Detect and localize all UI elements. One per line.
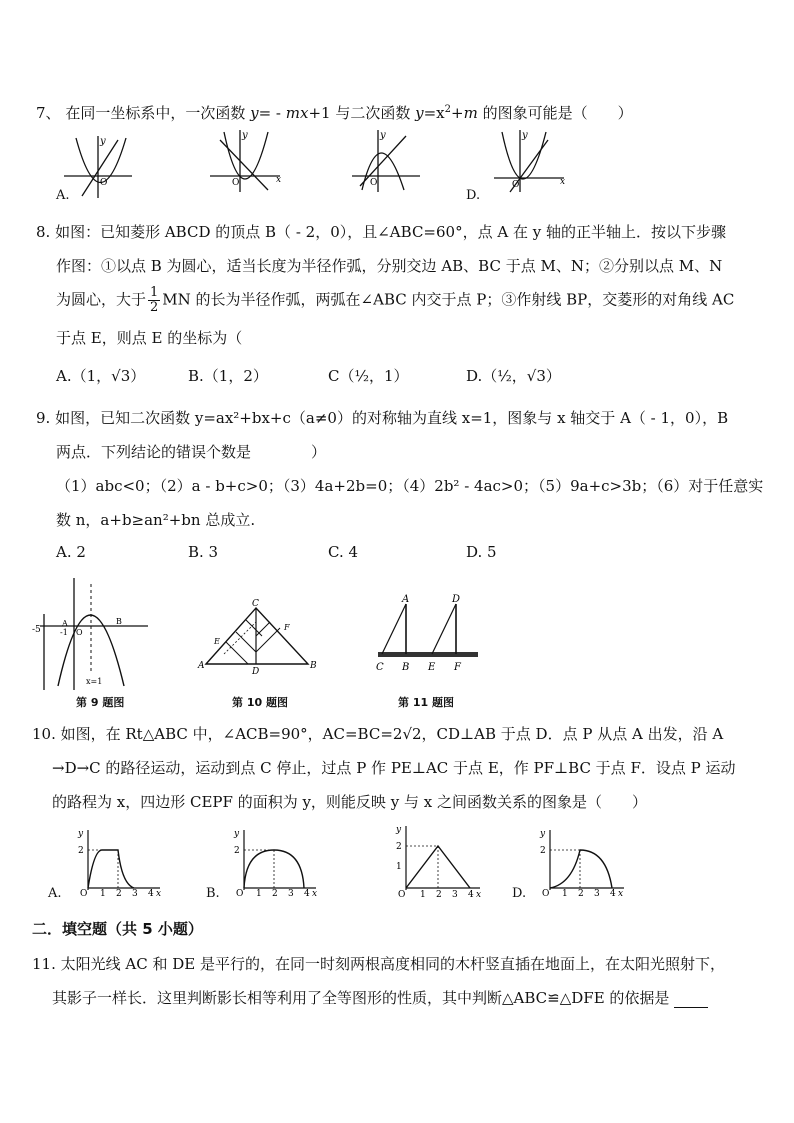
section-heading: 二．填空题（共 5 小题） bbox=[32, 920, 203, 938]
fig9-a-label: A bbox=[62, 619, 68, 628]
svg-text:x: x bbox=[560, 177, 566, 187]
tick-x: 2 bbox=[116, 889, 122, 899]
fig11-f-label: F bbox=[454, 662, 461, 673]
svg-text:O: O bbox=[512, 180, 520, 190]
q7-stem: 7、 在同一坐标系中，一次函数 y= - mx+1 与二次函数 $y=x^2+m$ 的图象可能是（ ） bbox=[36, 104, 633, 122]
fig11-c-label: C bbox=[376, 662, 384, 673]
q10-option-b[interactable]: B. bbox=[206, 886, 220, 901]
axis-y-label: y bbox=[78, 829, 84, 839]
tick-x: 1 bbox=[562, 889, 568, 899]
origin-label: O bbox=[80, 889, 88, 899]
axis-y-label: y bbox=[540, 829, 546, 839]
q9-option-d[interactable]: D. 5 bbox=[466, 543, 497, 561]
q9-line-1: 9. 如图，已知二次函数 y=ax²+bx+c（a≠0）的对称轴为直线 x=1，图象与 x 轴交于 A（ - 1，0），B bbox=[36, 409, 729, 427]
figure-10-svg bbox=[196, 596, 326, 676]
tick-y: 2 bbox=[78, 846, 84, 856]
q7-text: +1 与二次函数 bbox=[308, 104, 416, 122]
fig11-e-label: E bbox=[428, 662, 436, 673]
tick-y: 2 bbox=[540, 846, 546, 856]
q11-text: 其影子一样长．这里判断影长相等利用了全等图形的性质，其中判断△ABC≌△DFE 的依据是 bbox=[52, 989, 670, 1007]
axis-x-label: x bbox=[476, 890, 482, 900]
tick-x: 4 bbox=[610, 889, 616, 899]
fig10-a-label: A bbox=[198, 661, 205, 671]
q7-option-d[interactable]: D. bbox=[466, 188, 481, 203]
fig10-b-label: B bbox=[310, 661, 317, 671]
svg-text:O: O bbox=[232, 178, 240, 188]
origin-label: O bbox=[542, 889, 550, 899]
tick-x: 4 bbox=[148, 889, 154, 899]
tick-x: 1 bbox=[256, 889, 262, 899]
svg-text:y: y bbox=[522, 130, 528, 141]
axis-x-label: x bbox=[156, 889, 162, 899]
tick-x: 3 bbox=[594, 889, 600, 899]
q10-graph-b-svg bbox=[226, 826, 326, 899]
q8-text: 为圆心，大于 bbox=[56, 290, 147, 309]
tick-y: 1 bbox=[396, 862, 402, 872]
q7-text: 的图象可能是（ ） bbox=[477, 104, 633, 122]
q10-line-2: →D→C 的路径运动，运动到点 C 停止，过点 P 作 PE⊥AC 于点 E，作 PF⊥BC 于点 F．设点 P 运动 bbox=[52, 759, 736, 777]
fig10-f-label: F bbox=[284, 623, 290, 632]
fig9-axis-label: x=1 bbox=[86, 677, 103, 686]
fig10-d-label: D bbox=[252, 667, 260, 677]
fig11-a-label: A bbox=[402, 594, 410, 605]
svg-text:y: y bbox=[380, 130, 386, 141]
q9-line-4: 数 n，a+b≥an²+bn 总成立. bbox=[56, 511, 256, 529]
origin-label: O bbox=[236, 889, 244, 899]
q8-option-c[interactable]: C（½，1） bbox=[328, 367, 409, 385]
q7-graph-d bbox=[490, 126, 570, 200]
q10-line-1: 10. 如图，在 Rt△ABC 中，∠ACB=90°，AC=BC=2√2，CD⊥AB 于点 D．点 P 从点 A 出发，沿 A bbox=[32, 725, 724, 743]
q8-text: MN 的长为半径作弧，两弧在∠ABC 内交于点 P；③作射线 BP，交菱形的对角线 AC bbox=[162, 290, 735, 309]
q7-var-y: y bbox=[250, 104, 259, 122]
fig9-neg1-label: -1 bbox=[60, 628, 68, 637]
tick-x: 4 bbox=[304, 889, 310, 899]
q10-graph-b bbox=[226, 826, 326, 900]
q9-option-b[interactable]: B. 3 bbox=[188, 543, 219, 561]
fig9-b-label: B bbox=[116, 617, 122, 626]
axis-y-label: y bbox=[234, 829, 240, 839]
q8-line-1: 8. 如图：已知菱形 ABCD 的顶点 B（ - 2，0），且∠ABC=60°，点 A 在 y 轴的正半轴上．按以下步骤 bbox=[36, 223, 726, 241]
q7-var-mx: mx bbox=[285, 104, 309, 122]
q7-graph-a bbox=[60, 132, 140, 206]
q7-text: = - bbox=[258, 104, 286, 122]
svg-text:x: x bbox=[276, 175, 282, 185]
svg-text:O: O bbox=[100, 178, 108, 188]
tick-x: 2 bbox=[578, 889, 584, 899]
axis-y-label: y bbox=[396, 825, 402, 835]
svg-text:y: y bbox=[100, 136, 106, 147]
q10-graph-d bbox=[532, 826, 632, 900]
caption-fig9: 第 9 题图 bbox=[76, 696, 125, 709]
q7-var-m: m bbox=[463, 104, 478, 122]
tick-y: 2 bbox=[396, 842, 402, 852]
q8-line-2: 作图：①以点 B 为圆心，适当长度为半径作弧，分别交边 AB、BC 于点 M、N；②分别以点 M、N bbox=[56, 257, 723, 275]
q11-answer-blank[interactable] bbox=[674, 993, 708, 1008]
tick-x: 3 bbox=[452, 890, 458, 900]
svg-text:O: O bbox=[370, 178, 378, 188]
fig11-d-label: D bbox=[452, 594, 461, 605]
caption-fig10: 第 10 题图 bbox=[232, 696, 288, 709]
frac-denominator: 2 bbox=[150, 300, 159, 315]
q9-line-3: （1）abc<0；（2）a - b+c>0；（3）4a+2b=0；（4）2b² - 4ac>0；（5）9a+c>3b；（6）对于任意实 bbox=[56, 477, 764, 495]
q8-option-b[interactable]: B.（1，2） bbox=[188, 367, 268, 385]
figure-11-svg bbox=[370, 594, 490, 674]
q8-option-a[interactable]: A.（1，√3） bbox=[56, 367, 146, 385]
q10-graph-d-svg bbox=[532, 826, 632, 899]
q7-text: + bbox=[451, 104, 464, 122]
fig10-e-label: E bbox=[214, 637, 220, 646]
q10-graph-c-svg bbox=[388, 822, 488, 898]
figure-10 bbox=[196, 596, 326, 680]
fig10-c-label: C bbox=[252, 599, 259, 609]
q7-graph-b bbox=[206, 126, 286, 200]
q9-option-a[interactable]: A. 2 bbox=[56, 543, 86, 561]
q8-line-4: 于点 E，则点 E 的坐标为（ bbox=[56, 329, 243, 347]
tick-x: 3 bbox=[132, 889, 138, 899]
tick-x: 2 bbox=[436, 890, 442, 900]
figure-9 bbox=[30, 574, 150, 698]
svg-text:y: y bbox=[242, 130, 248, 141]
q7-graph-b-svg bbox=[206, 126, 286, 196]
q9-line-2: 两点．下列结论的错误个数是 ） bbox=[56, 443, 327, 461]
caption-fig11: 第 11 题图 bbox=[398, 696, 454, 709]
tick-y: 2 bbox=[234, 846, 240, 856]
q8-option-d[interactable]: D.（½，√3） bbox=[466, 367, 561, 385]
tick-x: 4 bbox=[468, 890, 474, 900]
q7-graph-c bbox=[348, 126, 428, 200]
q10-graph-a bbox=[70, 826, 170, 900]
tick-x: 2 bbox=[272, 889, 278, 899]
q8-fraction bbox=[148, 286, 160, 315]
axis-x-label: x bbox=[312, 889, 318, 899]
frac-numerator: 1 bbox=[150, 285, 159, 300]
q7-text: =x bbox=[423, 104, 445, 122]
q7-var-y: y bbox=[415, 104, 424, 122]
q9-option-c[interactable]: C. 4 bbox=[328, 543, 359, 561]
tick-x: 1 bbox=[420, 890, 426, 900]
q10-graph-c bbox=[388, 822, 488, 902]
tick-x: 3 bbox=[288, 889, 294, 899]
q7-option-a[interactable]: A. bbox=[56, 188, 70, 203]
origin-label: O bbox=[398, 890, 406, 900]
q7-graph-d-svg bbox=[490, 126, 570, 196]
q10-option-d[interactable]: D. bbox=[512, 886, 527, 901]
q10-option-a[interactable]: A. bbox=[48, 886, 62, 901]
q10-graph-a-svg bbox=[70, 826, 170, 899]
fig9-left-label: -5 bbox=[32, 625, 41, 635]
q7-graph-c-svg bbox=[348, 126, 428, 196]
q8-line-3 bbox=[56, 286, 734, 315]
tick-x: 1 bbox=[100, 889, 106, 899]
axis-x-label: x bbox=[618, 889, 624, 899]
fig11-b-label: B bbox=[402, 662, 410, 673]
fig9-o-label: O bbox=[76, 628, 83, 637]
q7-graph-a-svg bbox=[60, 132, 140, 202]
figure-11 bbox=[370, 594, 490, 678]
q11-line-1: 11. 太阳光线 AC 和 DE 是平行的，在同一时刻两根高度相同的木杆竖直插在地面上，在太阳光照射下， bbox=[32, 955, 725, 973]
q10-line-3: 的路程为 x，四边形 CEPF 的面积为 y，则能反映 y 与 x 之间函数关系的图象是（ ） bbox=[52, 793, 647, 811]
q11-line-2 bbox=[52, 988, 708, 1008]
figure-9-svg bbox=[30, 574, 150, 694]
q7-text: 在同一坐标系中，一次函数 bbox=[65, 104, 251, 122]
q7-number: 7、 bbox=[36, 104, 61, 122]
